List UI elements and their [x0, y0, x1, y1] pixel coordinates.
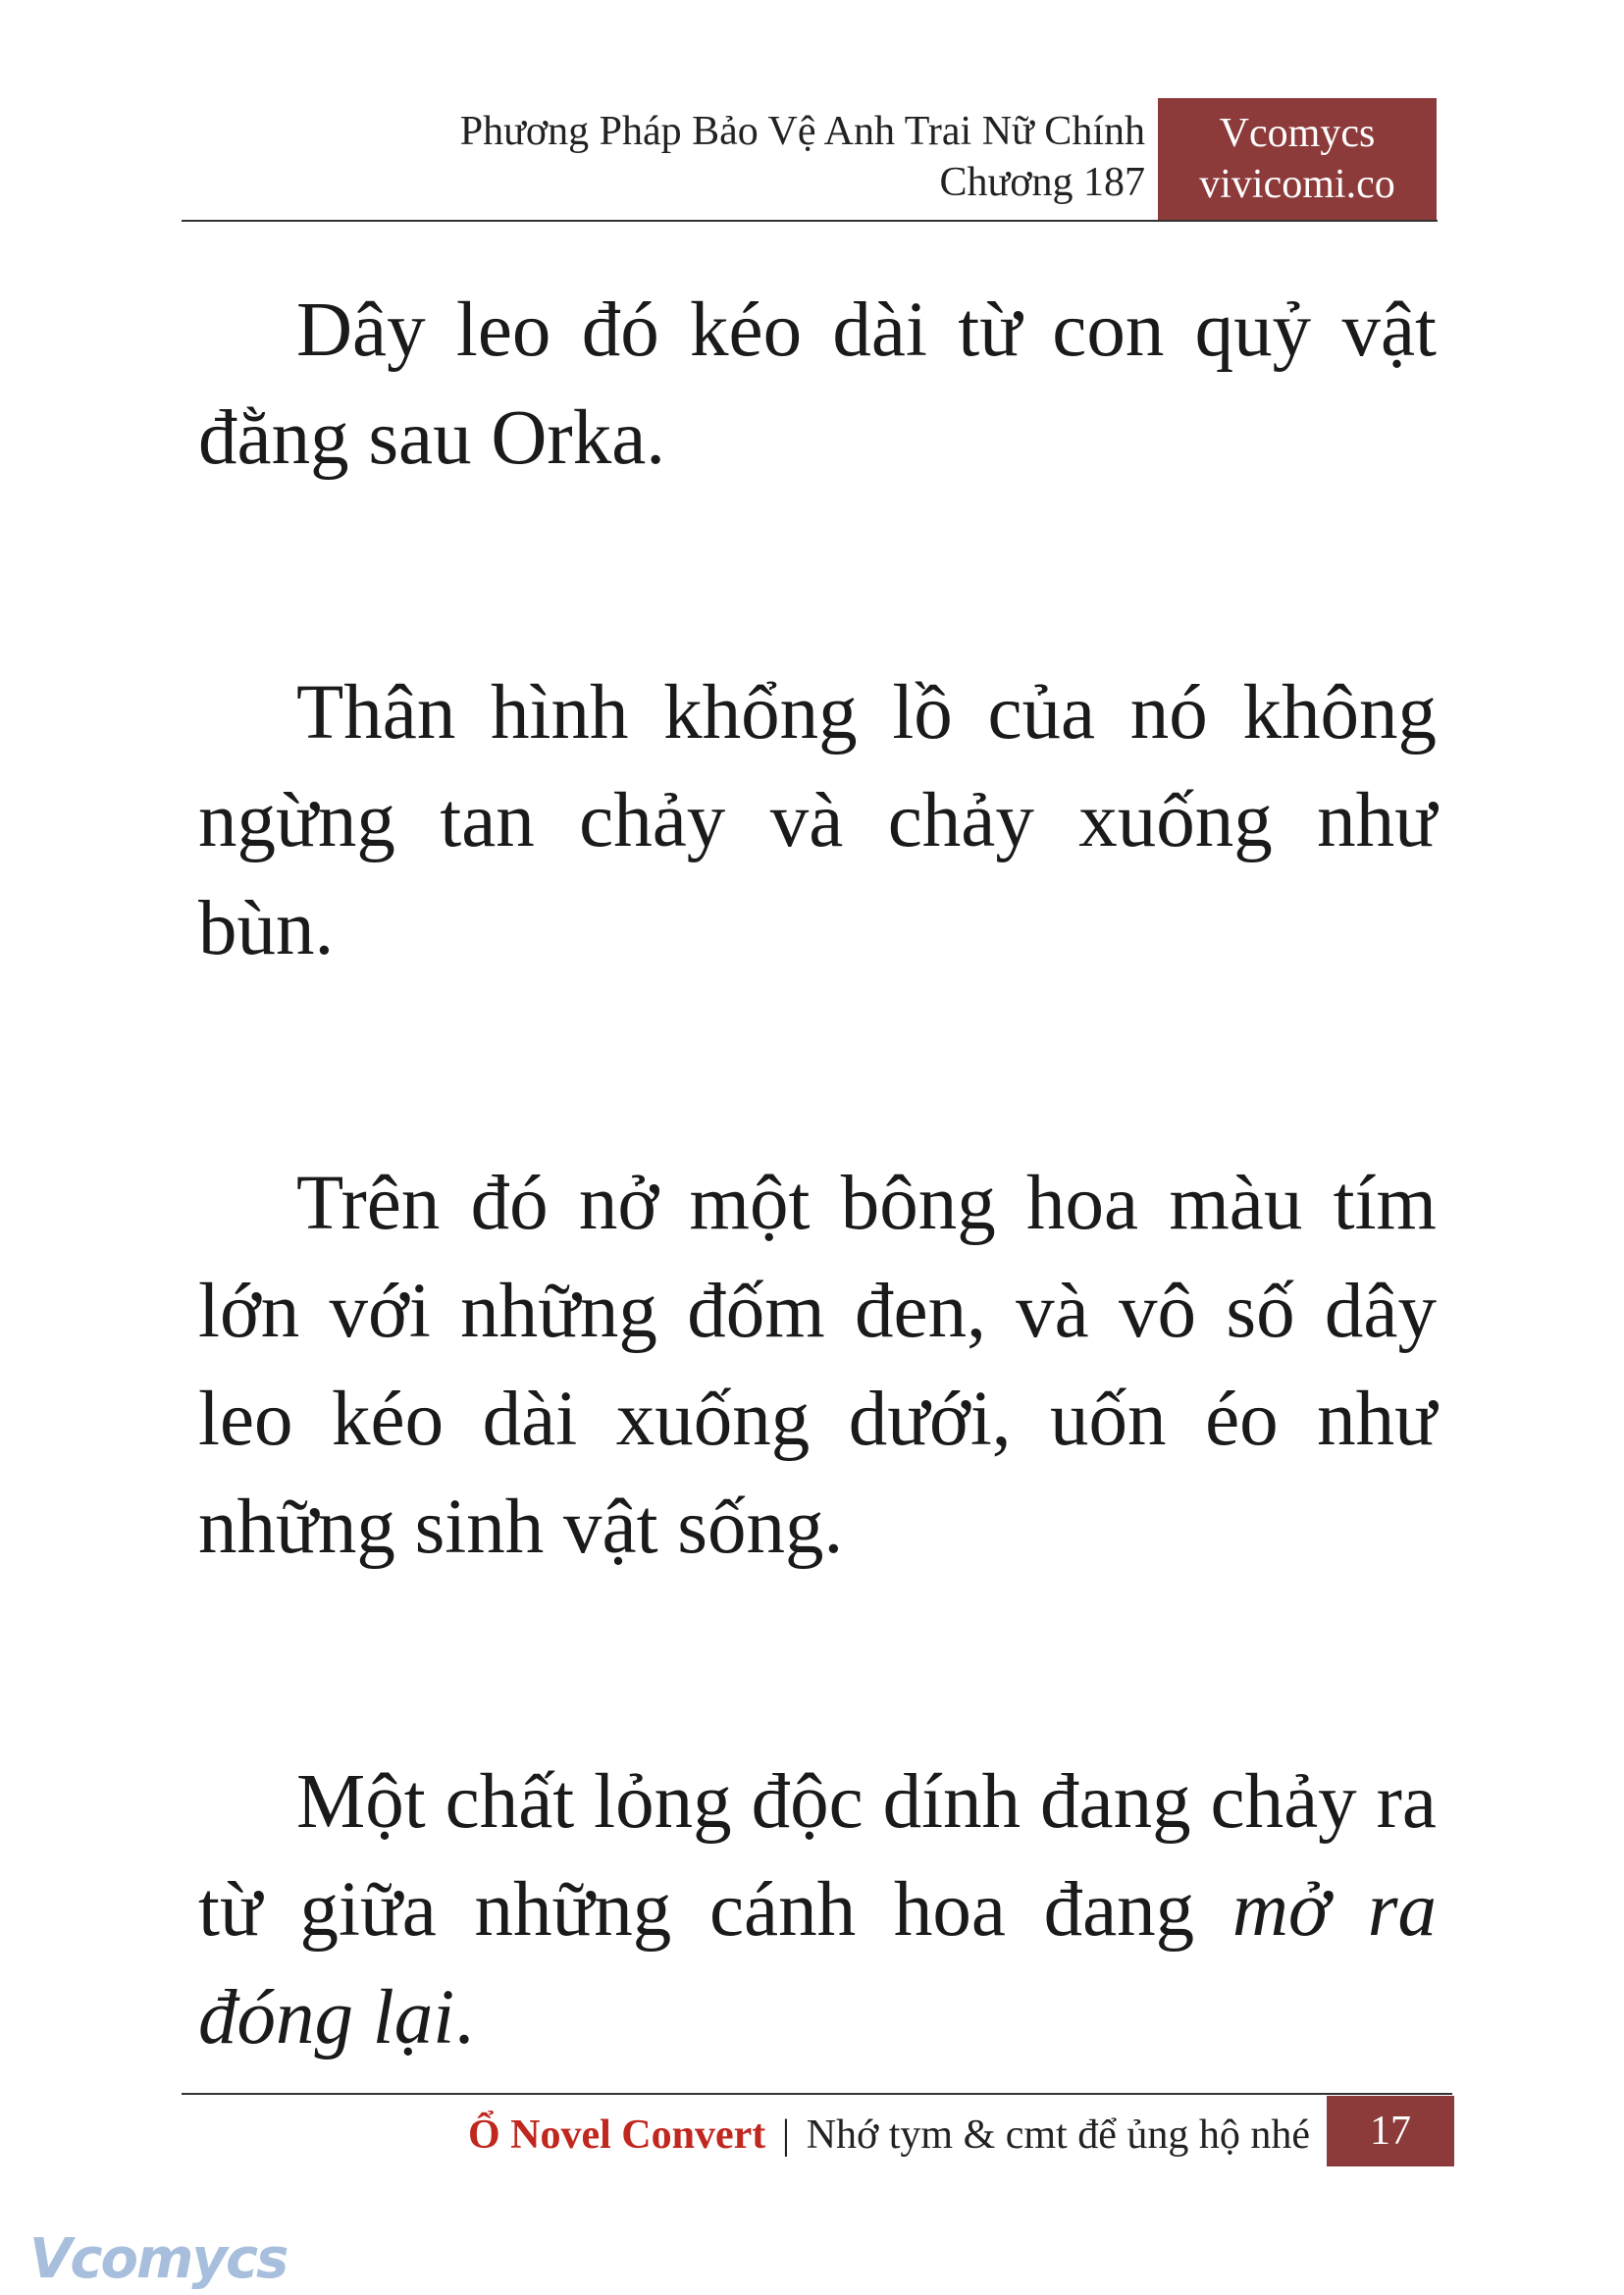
header-divider: [182, 220, 1438, 222]
footer-separator: |: [781, 2112, 791, 2158]
paragraph-4-text: Một chất lỏng độc dính đang chảy ra từ giữa những cánh hoa đang: [198, 1759, 1437, 1953]
page-header: [460, 106, 1145, 208]
footer-brand: Ổ Novel Convert: [467, 2112, 766, 2158]
watermark-logo: Vcomycs: [29, 2227, 288, 2291]
site-badge: [1158, 98, 1437, 222]
paragraph-4-emphasis: mở ra đóng lại: [198, 1867, 1437, 2060]
chapter-body: [198, 277, 1437, 2072]
footer-message: Nhớ tym & cmt để ủng hộ nhé: [806, 2112, 1310, 2158]
footer-divider: [182, 2093, 1452, 2095]
paragraph-3: Trên đó nở một bông hoa màu tím lớn với những đốm đen, và vô số dây leo kéo dài xuống dưới, uốn éo như những sinh vật sống.: [198, 1161, 1437, 1570]
chapter-label: Chương 187: [939, 160, 1145, 205]
paragraph-4: [198, 1748, 1437, 2072]
site-url: vivicomi.co: [1199, 162, 1395, 207]
book-title: Phương Pháp Bảo Vệ Anh Trai Nữ Chính: [459, 109, 1145, 154]
page-footer: [468, 2108, 1310, 2163]
paragraph-1: Dây leo đó kéo dài từ con quỷ vật đằng sau Orka.: [198, 287, 1437, 481]
page-number: 17: [1327, 2096, 1454, 2166]
paragraph-4-end: .: [454, 1975, 474, 2060]
paragraph-2: Thân hình khổng lồ của nó không ngừng tan chảy và chảy xuống như bùn.: [198, 670, 1437, 971]
site-name: Vcomycs: [1219, 111, 1376, 156]
